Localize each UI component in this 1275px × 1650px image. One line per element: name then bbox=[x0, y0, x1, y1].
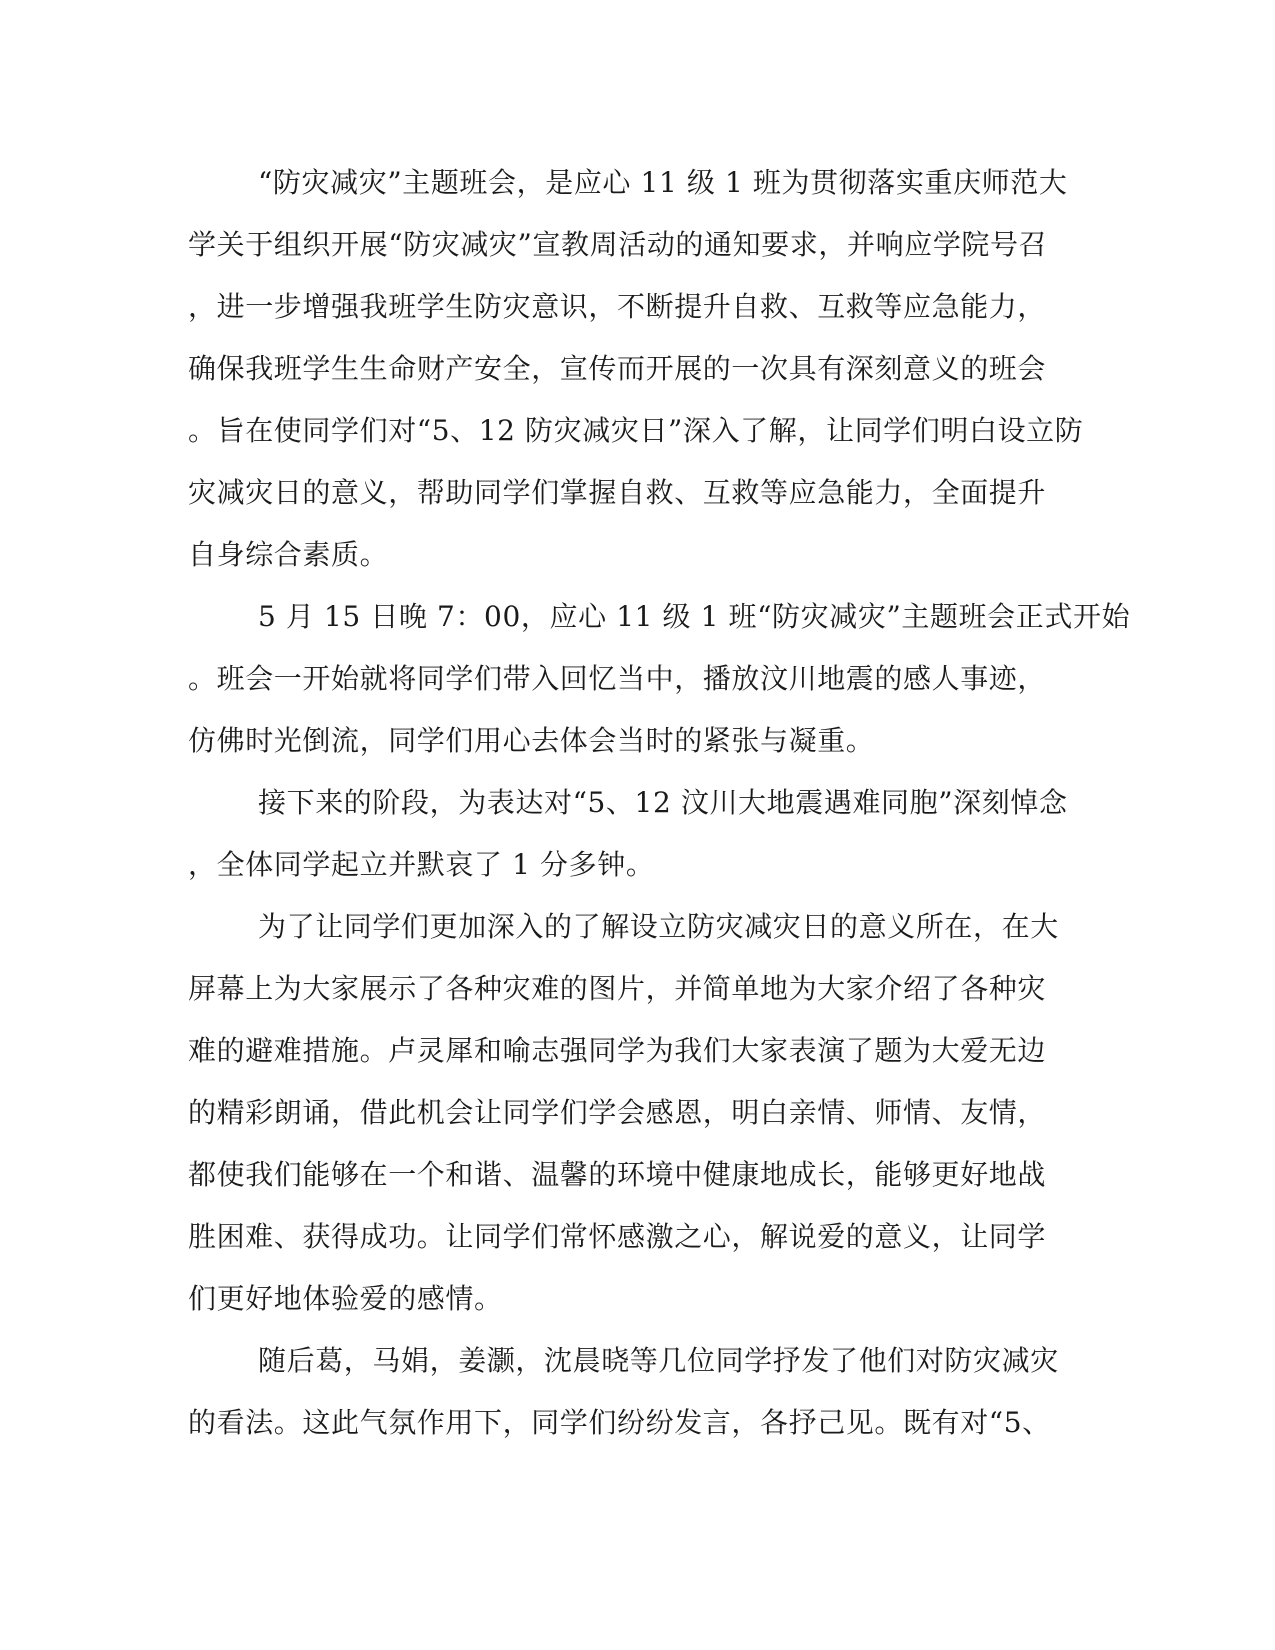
text-line: 确保我班学生生命财产安全，宣传而开展的一次具有深刻意义的班会 bbox=[188, 352, 1047, 385]
text-line: 的看法。这此气氛作用下，同学们纷纷发言，各抒己见。既有对“5、 bbox=[188, 1406, 1051, 1439]
text-line: 随后葛，马娟，姜灏，沈晨晓等几位同学抒发了他们对防灾减灾 bbox=[258, 1344, 1059, 1377]
text-line: 。班会一开始就将同学们带入回忆当中，播放汶川地震的感人事迹， bbox=[188, 662, 1047, 695]
text-line: ，全体同学起立并默哀了 1 分多钟。 bbox=[188, 848, 655, 881]
text-line: 屏幕上为大家展示了各种灾难的图片，并简单地为大家介绍了各种灾 bbox=[188, 972, 1047, 1005]
paragraph-discussion bbox=[188, 1342, 1068, 1466]
paragraph-meeting-start bbox=[188, 598, 1131, 784]
text-line: 自身综合素质。 bbox=[188, 538, 389, 571]
text-line: “防灾减灾”主题班会，是应心 11 级 1 班为贯彻落实重庆师范大 bbox=[258, 166, 1068, 199]
text-line: 灾减灾日的意义，帮助同学们掌握自救、互救等应急能力，全面提升 bbox=[188, 476, 1047, 509]
paragraph-intro bbox=[188, 164, 1084, 598]
text-line: 的精彩朗诵，借此机会让同学们学会感恩，明白亲情、师情、友情， bbox=[188, 1096, 1047, 1129]
text-line: 胜困难、获得成功。让同学们常怀感激之心，解说爱的意义，让同学 bbox=[188, 1220, 1047, 1253]
text-line: 接下来的阶段，为表达对“5、12 汶川大地震遇难同胞”深刻悼念 bbox=[258, 786, 1068, 819]
text-line: 仿佛时光倒流，同学们用心去体会当时的紧张与凝重。 bbox=[188, 724, 875, 757]
text-line: 学关于组织开展“防灾减灾”宣教周活动的通知要求，并响应学院号召 bbox=[188, 228, 1048, 261]
text-line: 5 月 15 日晚 7：00，应心 11 级 1 班“防灾减灾”主题班会正式开始 bbox=[258, 600, 1131, 633]
text-line: 们更好地体验爱的感情。 bbox=[188, 1282, 503, 1315]
text-line: ，进一步增强我班学生防灾意识，不断提升自救、互救等应急能力， bbox=[188, 290, 1047, 323]
text-line: 难的避难措施。卢灵犀和喻志强同学为我们大家表演了题为大爱无边 bbox=[188, 1034, 1047, 1067]
text-line: 。旨在使同学们对“5、12 防灾减灾日”深入了解，让同学们明白设立防 bbox=[188, 414, 1084, 447]
document-body bbox=[188, 164, 1131, 1466]
paragraph-disaster-education bbox=[188, 908, 1068, 1342]
text-line: 为了让同学们更加深入的了解设立防灾减灾日的意义所在，在大 bbox=[258, 910, 1059, 943]
text-line: 都使我们能够在一个和谐、温馨的环境中健康地成长，能够更好地战 bbox=[188, 1158, 1047, 1191]
paragraph-mourning bbox=[188, 784, 1068, 908]
